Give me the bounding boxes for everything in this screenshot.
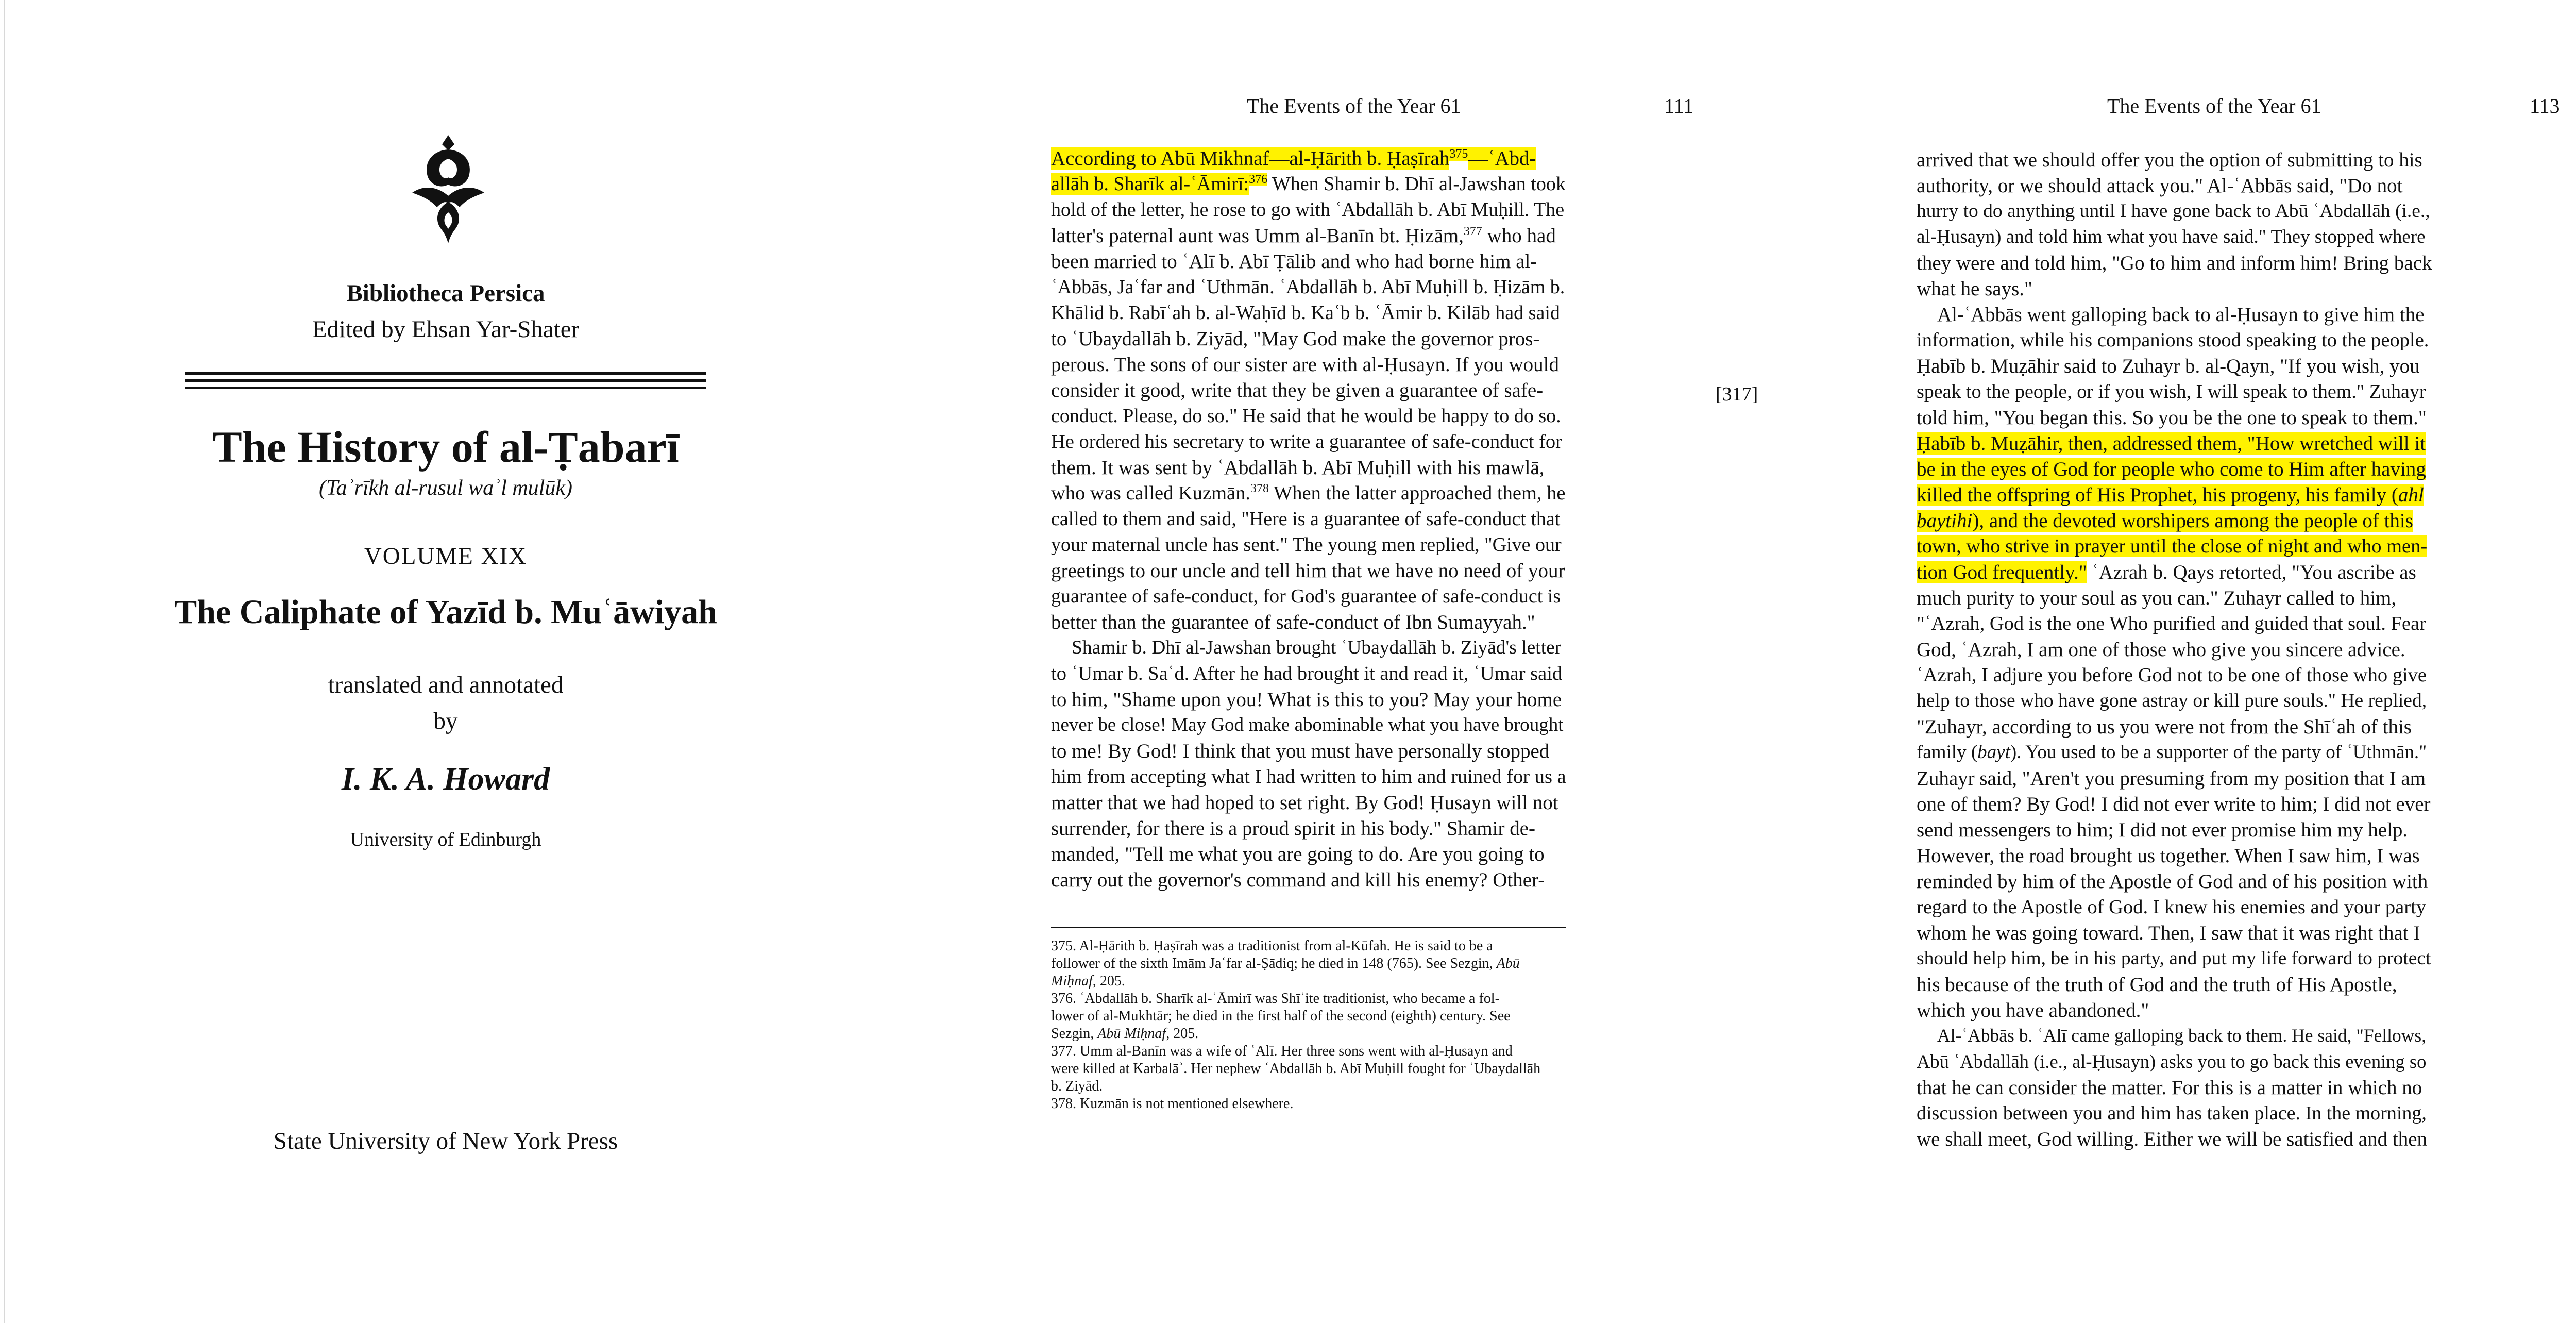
footnote-line xyxy=(1051,973,1125,990)
text-line xyxy=(1051,533,1562,556)
text-segment: When the latter approached them, he xyxy=(1269,482,1566,504)
author-name: I. K. A. Howard xyxy=(341,762,550,797)
text-segment: called to them and said, "Here is a guarantee of safe-conduct that xyxy=(1051,508,1561,530)
highlighted-text: tion God frequently." xyxy=(1917,561,2087,583)
book-subtitle: (Taʾrīkh al-rusul waʾl mulūk) xyxy=(319,476,572,500)
text-line xyxy=(1917,844,2420,867)
double-rule xyxy=(185,372,706,403)
text-segment: Al-ʿAbbās b. ʿAlī came galloping back to them. He said, "Fellows, xyxy=(1937,1025,2427,1046)
page-number: 111 xyxy=(1664,94,1694,118)
text-segment: Zuhayr said, "Aren't you presuming from my position that I am xyxy=(1917,767,2426,790)
text-line xyxy=(1051,224,1556,247)
text-line xyxy=(1917,715,2412,739)
text-line xyxy=(1917,200,2430,222)
by-label: by xyxy=(433,708,458,734)
text-line xyxy=(1051,817,1535,840)
volume-number: VOLUME XIX xyxy=(364,543,528,570)
highlighted-text: baytihi xyxy=(1917,510,1973,532)
page-number: 113 xyxy=(2530,94,2560,118)
footnote-marker: 377 xyxy=(1463,225,1482,238)
highlighted-text: be in the eyes of God for people who come to Him after having xyxy=(1917,458,2426,480)
text-segment: ʿAzrah b. Qays retorted, "You ascribe as xyxy=(2087,561,2416,583)
text-line xyxy=(1917,947,2431,969)
text-segment: Abū ʿAbdallāh (i.e., al-Ḥusayn) asks you to go back this evening so xyxy=(1917,1051,2427,1072)
text-segment: However, the road brought us together. When I saw him, I was xyxy=(1917,845,2420,867)
text-line xyxy=(1051,198,1564,221)
text-line xyxy=(1917,999,2149,1022)
series-name: Bibliotheca Persica xyxy=(346,280,545,307)
footnote-rule xyxy=(1051,927,1566,928)
text-line xyxy=(1917,483,2424,507)
text-segment: Al-ʿAbbās went galloping back to al-Ḥusayn to give him the xyxy=(1937,304,2425,326)
text-segment: Khālid b. Rabīʿah b. al-Waḥīd b. Kaʿb b. ʿĀmir b. Kilāb had said xyxy=(1051,302,1560,324)
text-segment: his because of the truth of God and the truth of His Apostle, xyxy=(1917,974,2397,996)
text-line xyxy=(1917,1076,2422,1099)
text-segment: ʿAzrah, I adjure you before God not to be one of those who give xyxy=(1917,664,2427,686)
text-line xyxy=(1917,303,2425,326)
text-segment: "ʿAzrah, God is the one Who purified and guided that soul. Fear xyxy=(1917,613,2427,634)
text-line xyxy=(1917,355,2420,378)
text-segment: ). You used to be a supporter of the party of ʿUthmān." xyxy=(2010,742,2427,763)
footnote-line xyxy=(1051,1096,1293,1112)
text-line xyxy=(1917,793,2431,816)
publisher: State University of New York Press xyxy=(273,1128,618,1154)
text-line xyxy=(1917,1128,2427,1151)
text-line xyxy=(1051,147,1536,170)
text-line xyxy=(1917,174,2402,197)
text-segment: God, ʿAzrah, I am one of those who give you sincere advice. xyxy=(1917,639,2405,661)
text-segment: them. It was sent by ʿAbdallāh b. Abī Muḥill with his mawlā, xyxy=(1051,457,1545,479)
text-line xyxy=(1917,664,2427,686)
title-page xyxy=(0,0,876,1323)
text-line xyxy=(1051,276,1565,298)
text-line xyxy=(1917,148,2422,172)
text-line xyxy=(1917,741,2427,763)
text-line xyxy=(1051,688,1562,711)
text-segment: discussion between you and him has taken place. In the morning, xyxy=(1917,1102,2427,1124)
text-line xyxy=(1051,559,1565,582)
text-segment: send messengers to him; I did not ever promise him my help. xyxy=(1917,819,2408,841)
footnote-marker: 378 xyxy=(1250,482,1269,496)
text-segment: one of them? By God! I did not ever write to him; I did not ever xyxy=(1917,793,2431,815)
text-line xyxy=(1917,458,2426,481)
text-segment: 378. Kuzmān is not mentioned elsewhere. xyxy=(1051,1096,1294,1112)
text-line xyxy=(1051,482,1566,505)
text-line xyxy=(1917,587,2396,610)
text-segment: regard to the Apostle of God. I knew his enemies and your party xyxy=(1917,896,2426,918)
text-line xyxy=(1917,638,2405,661)
book-title: The History of al-Ṭabarī xyxy=(212,422,679,472)
text-page-111 xyxy=(876,0,1758,1323)
text-segment: latter's paternal aunt was Umm al-Banīn bt. Ḥizām, xyxy=(1051,225,1464,247)
series-editor: Edited by Ehsan Yar-Shater xyxy=(312,316,580,343)
text-line xyxy=(1051,714,1564,736)
text-segment: who had xyxy=(1482,225,1556,247)
footnote-line xyxy=(1051,991,1500,1007)
translated-by-label: translated and annotated xyxy=(328,672,564,698)
highlighted-text: killed the offspring of His Prophet, his progeny, his family ( xyxy=(1917,484,2398,506)
text-line xyxy=(1917,690,2427,712)
text-line xyxy=(1917,870,2428,893)
text-segment: follower of the sixth Imām Jaʿfar al-Ṣādiq; he died in 148 (765). See Sezgin, xyxy=(1051,956,1497,972)
text-line xyxy=(1917,252,2432,275)
text-segment: 375. Al-Ḥārith b. Ḥaṣīrah was a traditionist from al-Kūfah. He is said to be a xyxy=(1051,938,1493,954)
author-affiliation: University of Edinburgh xyxy=(350,829,541,850)
footnote-line xyxy=(1051,1008,1511,1025)
text-segment: arrived that we should offer you the option of submitting to his xyxy=(1917,149,2422,171)
text-line xyxy=(1051,173,1566,195)
text-segment: been married to ʿAlī b. Abī Ṭālib and who had borne him al- xyxy=(1051,250,1537,273)
text-line xyxy=(1917,380,2426,403)
text-line xyxy=(1917,1025,2426,1046)
text-segment: they were and told him, "Go to him and inform him! Bring back xyxy=(1917,252,2432,274)
text-segment: matter that we had hoped to set right. By God! Ḥusayn will not xyxy=(1051,792,1558,814)
footnote-line xyxy=(1051,1026,1198,1042)
text-line xyxy=(1051,843,1545,866)
text-segment: we shall meet, God willing. Either we will be satisfied and then xyxy=(1917,1128,2428,1150)
text-line xyxy=(1051,662,1562,685)
text-line xyxy=(1917,818,2408,842)
text-segment: whom he was going toward. Then, I saw that it was right that I xyxy=(1917,922,2420,944)
text-segment: speak to the people, or if you wish, I will speak to them." Zuhayr xyxy=(1917,381,2426,403)
text-line xyxy=(1051,791,1558,814)
text-segment: to ʿUbaydallāh b. Ziyād, "May God make the governor pros- xyxy=(1051,328,1540,350)
text-line xyxy=(1051,405,1561,427)
text-line xyxy=(1917,329,2429,351)
text-line xyxy=(1917,612,2426,635)
text-segment: guarantee of safe-conduct, for God's guarantee of safe-conduct is xyxy=(1051,585,1561,607)
text-segment: better than the guarantee of safe-conduct of Ibn Sumayyah." xyxy=(1051,611,1535,633)
text-segment: should help him, be in his party, and put my life forward to protect xyxy=(1917,948,2431,969)
ornament-icon xyxy=(412,135,484,243)
highlighted-text: ahl xyxy=(2398,484,2424,506)
text-line xyxy=(1917,922,2420,945)
text-line xyxy=(1051,765,1566,788)
text-line xyxy=(1917,509,2413,532)
text-segment: much purity to your soul as you can." Zuhayr called to him, xyxy=(1917,587,2397,609)
text-line xyxy=(1051,585,1561,608)
text-segment: authority, or we should attack you." Al-ʿAbbās said, "Do not xyxy=(1917,175,2403,197)
text-segment: which you have abandoned." xyxy=(1917,999,2149,1021)
running-head: The Events of the Year 61 xyxy=(2107,94,2321,118)
text-line xyxy=(1917,767,2426,790)
text-line xyxy=(1917,277,2032,300)
footnote-line xyxy=(1051,1078,1103,1095)
text-segment: When Shamir b. Dhī al-Jawshan took xyxy=(1267,173,1566,195)
text-page-113 xyxy=(1741,0,2576,1323)
text-segment: Abū xyxy=(1496,956,1520,972)
text-segment: to him, "Shame upon you! What is this to you? May your home xyxy=(1051,689,1562,711)
text-segment: hurry to do anything until I have gone back to Abū ʿAbdallāh (i.e., xyxy=(1917,200,2430,222)
text-segment: al-Ḥusayn) and told him what you have said." They stopped where xyxy=(1917,226,2426,247)
highlighted-text: —ʿAbd- xyxy=(1468,147,1536,170)
text-segment: b. Ziyād. xyxy=(1051,1078,1103,1094)
text-segment: ʿAbbās, Jaʿfar and ʿUthmān. ʿAbdallāh b. Abī Muḥill b. Ḥizām b. xyxy=(1051,276,1565,298)
text-line xyxy=(1051,637,1561,659)
text-segment: who was called Kuzmān. xyxy=(1051,482,1251,504)
footnote-marker: 376 xyxy=(1249,173,1268,187)
text-segment: your maternal uncle has sent." The young men replied, "Give our xyxy=(1051,534,1562,556)
text-line xyxy=(1917,226,2426,248)
text-line xyxy=(1051,430,1562,453)
text-segment: hold of the letter, he rose to go with ʿAbdallāh b. Abī Muḥill. The xyxy=(1051,199,1565,221)
text-line xyxy=(1051,302,1560,324)
text-segment: , 205. xyxy=(1166,1026,1199,1042)
highlighted-text: allāh b. Sharīk al-ʿĀmirī: xyxy=(1051,173,1249,195)
volume-title: The Caliphate of Yazīd b. Muʿāwiyah xyxy=(174,593,717,631)
text-line xyxy=(1051,250,1537,273)
text-segment: what he says." xyxy=(1917,278,2032,300)
text-segment: manded, "Tell me what you are going to do. Are you going to xyxy=(1051,843,1545,865)
text-segment: him from accepting what I had written to him and ruined for us a xyxy=(1051,766,1566,788)
text-segment: consider it good, write that they be given a guarantee of safe- xyxy=(1051,379,1544,401)
text-segment: to ʿUmar b. Saʿd. After he had brought it and read it, ʿUmar said xyxy=(1051,663,1563,684)
text-line xyxy=(1917,1050,2426,1073)
text-line xyxy=(1917,896,2426,918)
text-segment: 376. ʿAbdallāh b. Sharīk al-ʿĀmirī was Shīʿite traditionist, who became a fol- xyxy=(1051,991,1500,1007)
text-line xyxy=(1051,353,1559,376)
text-segment: conduct. Please, do so." He said that he would be happy to do so. xyxy=(1051,405,1561,427)
text-segment: surrender, for there is a proud spirit in his body." Shamir de- xyxy=(1051,817,1536,840)
text-line xyxy=(1051,508,1560,530)
text-line xyxy=(1051,611,1535,634)
footnote-marker: 375 xyxy=(1449,147,1468,161)
text-segment: carry out the governor's command and kill his enemy? Other- xyxy=(1051,869,1545,891)
highlighted-text: Ḥabīb b. Muẓāhir, then, addressed them, "How wretched will it xyxy=(1917,432,2426,455)
text-segment: reminded by him of the Apostle of God and of his position with xyxy=(1917,870,2428,893)
text-segment: , 205. xyxy=(1092,973,1125,989)
running-head: The Events of the Year 61 xyxy=(1247,94,1461,118)
text-segment: information, while his companions stood speaking to the people. xyxy=(1917,329,2429,351)
text-segment: Abū Miḥnaf xyxy=(1097,1026,1166,1042)
text-segment: help to those who have gone astray or kill pure souls." He replied, xyxy=(1917,690,2427,711)
text-segment: family ( xyxy=(1917,742,1978,763)
text-line xyxy=(1917,1102,2427,1125)
text-line xyxy=(1917,432,2426,455)
text-segment: to me! By God! I think that you must have personally stopped xyxy=(1051,740,1550,762)
text-segment: He ordered his secretary to write a guarantee of safe-conduct for xyxy=(1051,431,1562,453)
text-line xyxy=(1051,740,1549,763)
footnote-line xyxy=(1051,1043,1513,1060)
text-segment: Shamir b. Dhī al-Jawshan brought ʿUbaydallāh b. Ziyād's letter xyxy=(1072,637,1562,658)
text-segment: "Zuhayr, according to us you were not from the Shīʿah of this xyxy=(1917,716,2412,738)
text-line xyxy=(1051,868,1545,892)
highlighted-text: town, who strive in prayer until the close of night and who men- xyxy=(1917,535,2428,557)
text-segment: were killed at Karbalāʾ. Her nephew ʿAbdallāh b. Abī Muḥill fought for ʿUbaydallāh xyxy=(1051,1061,1541,1077)
text-line xyxy=(1917,535,2427,558)
text-segment: greetings to our uncle and tell him that we have no need of your xyxy=(1051,560,1565,582)
footnote-line xyxy=(1051,938,1493,954)
highlighted-text: ), and the devoted worshipers among the people of this xyxy=(1972,510,2413,532)
text-line xyxy=(1051,456,1545,479)
footnote-line xyxy=(1051,1061,1540,1077)
text-segment: told him, "You began this. So you be the one to speak to them." xyxy=(1917,407,2427,429)
text-segment: 377. Umm al-Banīn was a wife of ʿAlī. Her three sons went with al-Ḥusayn and xyxy=(1051,1043,1513,1059)
text-segment: that he can consider the matter. For this is a matter in which no xyxy=(1917,1077,2422,1099)
text-line xyxy=(1917,973,2397,996)
text-segment: Sezgin, xyxy=(1051,1026,1098,1042)
text-segment: bayt xyxy=(1977,742,2010,763)
text-segment: perous. The sons of our sister are with al-Ḥusayn. If you would xyxy=(1051,354,1560,376)
highlighted-text: According to Abū Mikhnaf—al-Ḥārith b. Ḥaṣīrah xyxy=(1051,147,1450,170)
text-segment: Miḥnaf xyxy=(1051,973,1093,989)
text-line xyxy=(1051,327,1539,350)
text-segment: never be close! May God make abominable what you have brought xyxy=(1051,714,1564,735)
footnote-line xyxy=(1051,956,1520,972)
text-segment: Ḥabīb b. Muẓāhir said to Zuhayr b. al-Qayn, "If you wish, you xyxy=(1917,355,2420,377)
text-line xyxy=(1917,561,2416,584)
margin-reference: [317] xyxy=(1716,383,1758,405)
text-segment: lower of al-Mukhtār; he died in the first half of the second (eighth) century. See xyxy=(1051,1008,1511,1024)
text-line xyxy=(1917,406,2427,429)
text-line xyxy=(1051,379,1543,402)
